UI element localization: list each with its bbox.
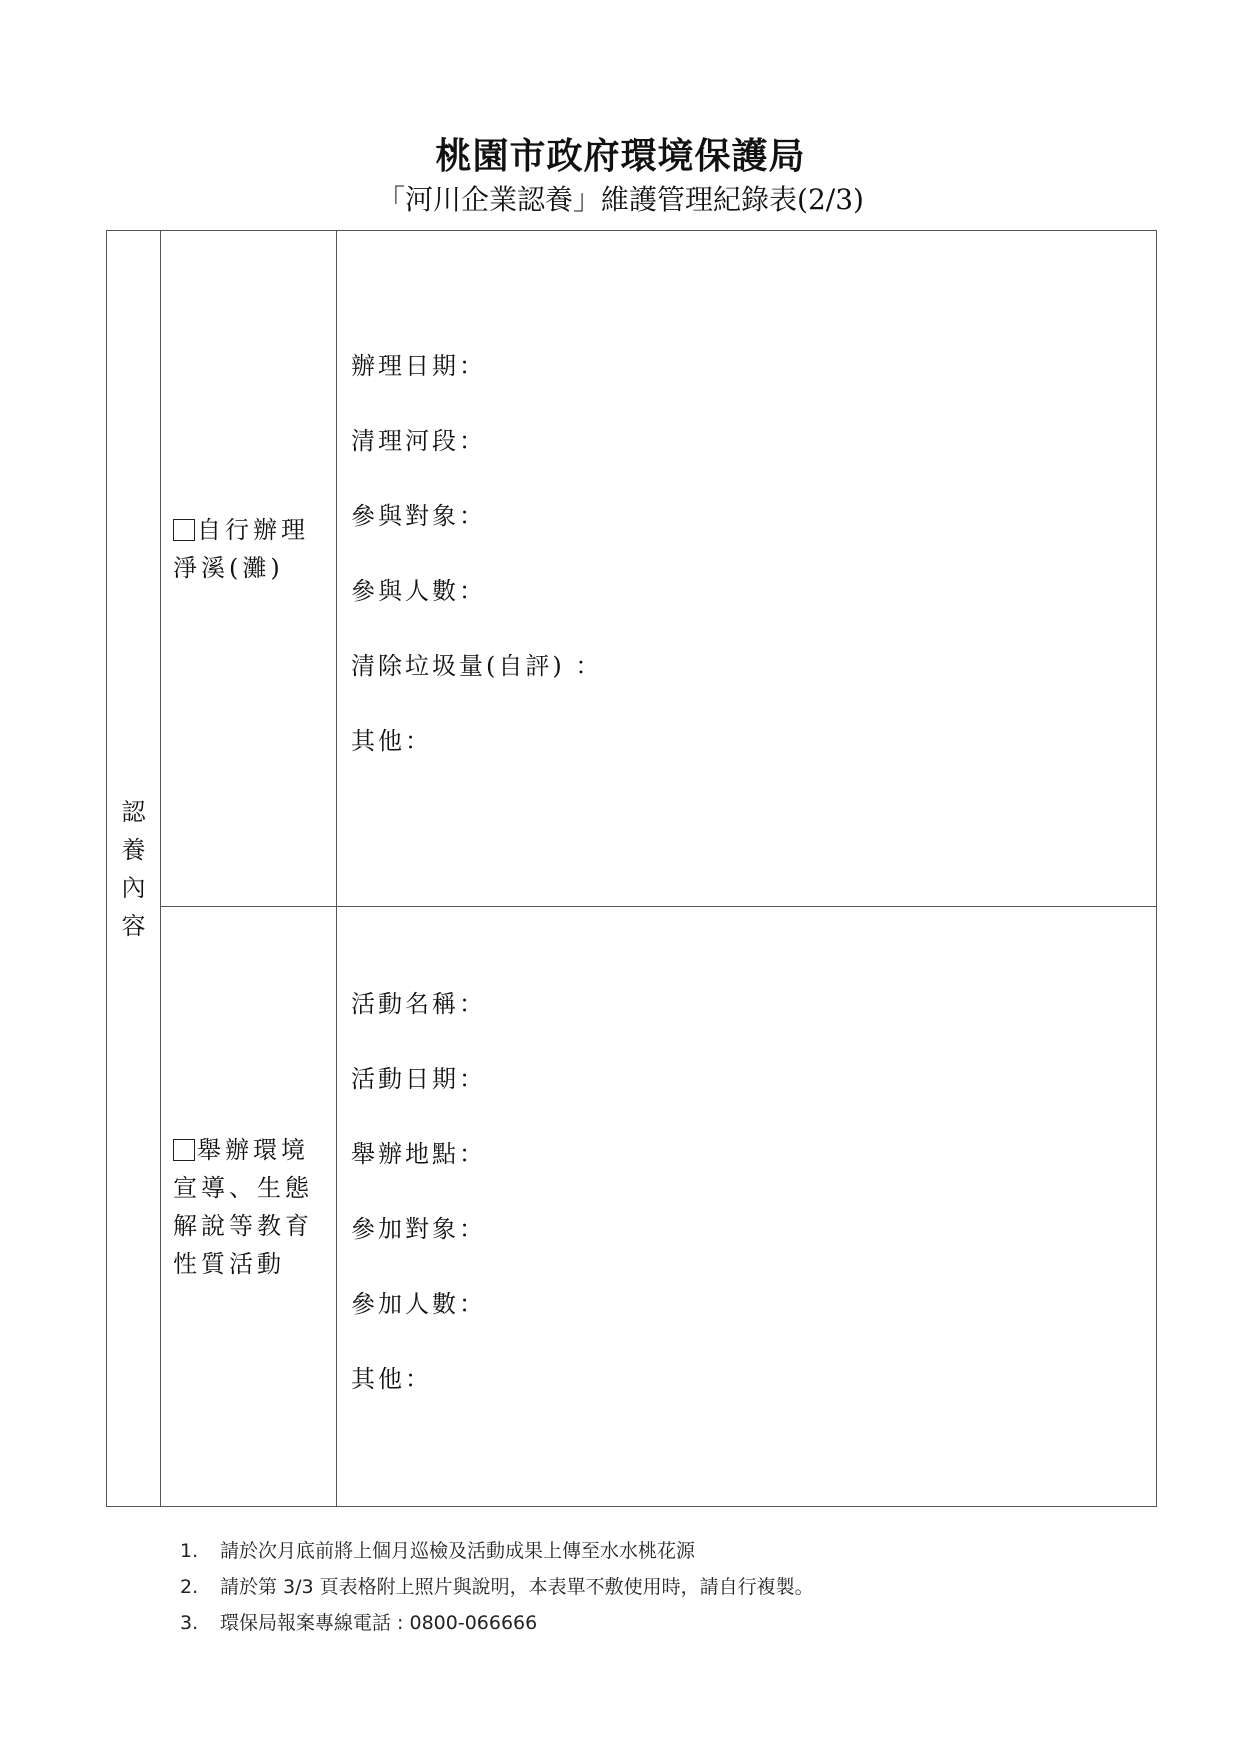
- note-number: 1.: [180, 1540, 199, 1562]
- document-subtitle: 「河川企業認養」維護管理紀錄表(2/3): [377, 183, 864, 216]
- education-fields-cell[interactable]: [337, 907, 1157, 1507]
- note-item: [180, 1569, 814, 1605]
- field-activity-location[interactable]: 舉辦地點：: [351, 1139, 486, 1168]
- activity-type-self-cleanup[interactable]: [161, 231, 337, 907]
- self-cleanup-checkbox[interactable]: [173, 519, 195, 541]
- activity-type-education[interactable]: [161, 907, 337, 1507]
- note-text: 請於次月底前將上個月巡檢及活動成果上傳至水水桃花源: [220, 1540, 696, 1562]
- field-cleanup-other[interactable]: 其他：: [351, 726, 432, 755]
- field-cleanup-participants[interactable]: 參與對象：: [351, 501, 486, 530]
- section-label-char: 養: [121, 835, 146, 864]
- field-activity-name[interactable]: 活動名稱：: [351, 989, 486, 1018]
- section-label-char: 認: [121, 797, 146, 826]
- section-label-adoption-content: [107, 231, 161, 1507]
- note-number: 2.: [180, 1576, 199, 1598]
- document-title: 桃園市政府環境保護局: [435, 135, 806, 177]
- activity-type-label: 舉辦環境宣導、生態解說等教育性質活動: [173, 1135, 313, 1278]
- activity-type-label: 自行辦理淨溪(灘): [173, 516, 309, 582]
- field-cleanup-garbage-amount[interactable]: 清除垃圾量(自評) ：: [351, 651, 603, 680]
- field-cleanup-date[interactable]: 辦理日期：: [351, 351, 486, 380]
- note-item: [180, 1533, 814, 1569]
- notes-list: [180, 1533, 814, 1641]
- record-form-table: [106, 230, 1157, 1507]
- cleanup-fields-cell[interactable]: [337, 231, 1157, 907]
- field-activity-date[interactable]: 活動日期：: [351, 1064, 486, 1093]
- note-item: [180, 1605, 814, 1641]
- field-cleanup-river-section[interactable]: 清理河段：: [351, 426, 486, 455]
- field-activity-other[interactable]: 其他：: [351, 1364, 432, 1393]
- note-number: 3.: [180, 1612, 199, 1634]
- field-cleanup-participant-count[interactable]: 參與人數：: [351, 576, 486, 605]
- note-text: 環保局報案專線電話 : 0800-066666: [220, 1612, 538, 1634]
- education-activity-checkbox[interactable]: [173, 1139, 195, 1161]
- field-activity-attendee-count[interactable]: 參加人數：: [351, 1289, 486, 1318]
- field-activity-audience[interactable]: 參加對象：: [351, 1214, 486, 1243]
- section-label-char: 容: [121, 911, 146, 940]
- section-label-char: 內: [121, 873, 146, 902]
- note-text: 請於第 3/3 頁表格附上照片與說明，本表單不敷使用時，請自行複製。: [220, 1576, 814, 1598]
